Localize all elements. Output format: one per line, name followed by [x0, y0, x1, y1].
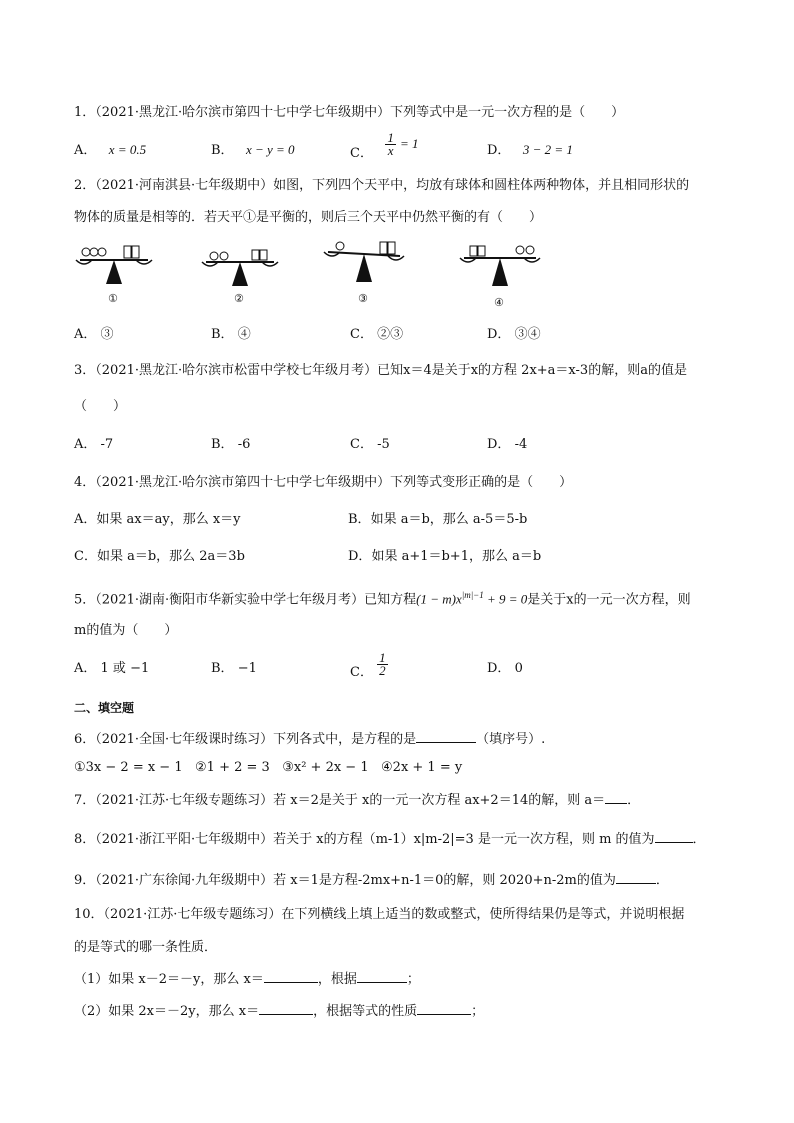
q2-option-b: B． ④ [211, 327, 251, 342]
q7-stem: 7．（2021·江苏·七年级专题练习）若 x＝2是关于 x的一元一次方程 ax+2＝14的解，则 a＝ ． [74, 793, 641, 808]
q1-option-b: B． x − y = 0 [211, 142, 295, 158]
q6-answer-blank[interactable] [416, 730, 476, 743]
q10-part1-answer-blank[interactable] [264, 970, 318, 983]
q5-option-b: B． −1 [211, 661, 257, 676]
balance-1-image [74, 240, 154, 290]
q8-stem: 8．（2021·浙江平阳·七年级期中）若关于 x的方程（m-1）x|m-2|=3 是一元一次方程，则 m 的值为 ． [74, 832, 706, 847]
q8-answer-blank[interactable] [655, 830, 693, 843]
q9-answer-blank[interactable] [616, 871, 656, 884]
q3-stem-line1: 3．（2021·黑龙江·哈尔滨市松雷中学校七年级月考）已知x＝4是关于x的方程 2x+a＝x-3的解，则a的值是 [74, 363, 687, 378]
q5-stem-line1: 5．（2021·湖南·衡阳市华新实验中学七年级月考）已知方程$(1 - m)x^{|m|-1} + 9 = 0$是关于x的一元一次方程，则 [74, 590, 691, 608]
q1-option-a: A． x = 0.5 [74, 142, 147, 158]
balance-3-caption: ③ [358, 292, 368, 305]
balance-4-image [458, 240, 542, 292]
q3-option-b: B． -6 [211, 437, 251, 452]
q10-stem-line1: 10．（2021·江苏·七年级专题练习）在下列横线上填上适当的数或整式，使所得结果仍是等式，并说明根据 [74, 907, 685, 922]
q2-stem-line1: 2．（2021·河南淇县·七年级期中）如图，下列四个天平中，均放有球体和圆柱体两种物体，并且相同形状的 [74, 178, 690, 193]
q7-answer-blank[interactable] [605, 791, 627, 804]
q10-stem-line2: 的是等式的哪一条性质． [74, 940, 218, 955]
q5-stem-line2: m的值为（ ） [74, 623, 178, 638]
q10-part1: （1）如果 x－2＝－y，那么 x＝ ，根据 ； [74, 972, 420, 987]
q9-stem: 9．（2021·广东徐闻·九年级期中）若 x＝1是方程-2mx+n-1＝0的解，则 2020+n-2m的值为 ． [74, 873, 669, 888]
q4-option-b: B．如果 a＝b，那么 a-5＝5-b [348, 512, 528, 527]
q10-part1-reason-blank[interactable] [357, 970, 407, 983]
q4-option-d: D．如果 a+1＝b+1，那么 a＝b [348, 549, 542, 564]
q3-option-a: A． -7 [74, 437, 114, 452]
balance-4-caption: ④ [494, 296, 504, 309]
q2-option-a: A． ③ [74, 327, 114, 342]
balance-1-caption: ① [108, 292, 118, 305]
q6-stem: 6．（2021·全国·七年级课时练习）下列各式中，是方程的是 （填序号）. [74, 732, 546, 747]
q5-option-a: A． 1 或 −1 [74, 661, 150, 676]
q4-option-a: A．如果 ax＝ay，那么 x＝y [74, 512, 241, 527]
balance-2-image [200, 244, 280, 292]
q1-option-d: D． 3 − 2 = 1 [487, 142, 573, 158]
section-heading-fill-in: 二、填空题 [74, 701, 135, 715]
q2-stem-line2: 物体的质量是相等的．若天平①是平衡的，则后三个天平中仍然平衡的有（ ） [74, 210, 543, 225]
balance-2-caption: ② [234, 292, 244, 305]
q5-option-c: C． $\frac{1}{2}$ [350, 650, 386, 680]
q1-option-c: C． $\frac{1}{x}$ = 1 [350, 130, 419, 161]
q3-option-d: D． -4 [487, 437, 528, 452]
q10-part2: （2）如果 2x＝－2y，那么 x＝ ，根据等式的性质 ； [74, 1004, 485, 1019]
q5-option-d: D． 0 [487, 661, 523, 676]
q3-option-c: C． -5 [350, 437, 390, 452]
q2-option-d: D． ③④ [487, 327, 541, 342]
q2-option-c: C． ②③ [350, 327, 404, 342]
q4-option-c: C．如果 a＝b，那么 2a＝3b [74, 549, 245, 564]
balance-3-image [322, 236, 406, 288]
q10-part2-reason-blank[interactable] [417, 1002, 471, 1015]
q3-stem-line2: （ ） [74, 399, 127, 414]
q6-items: ①3x − 2 = x − 1 ②1 + 2 = 3 ③x² + 2x − 1 ④2x + 1 = y [74, 760, 463, 775]
q4-stem: 4．（2021·黑龙江·哈尔滨市第四十七中学七年级期中）下列等式变形正确的是（ ） [74, 475, 573, 490]
q10-part2-answer-blank[interactable] [259, 1002, 313, 1015]
q1-stem: 1．（2021·黑龙江·哈尔滨市第四十七中学七年级期中）下列等式中是一元一次方程的是（ ） [74, 105, 625, 120]
